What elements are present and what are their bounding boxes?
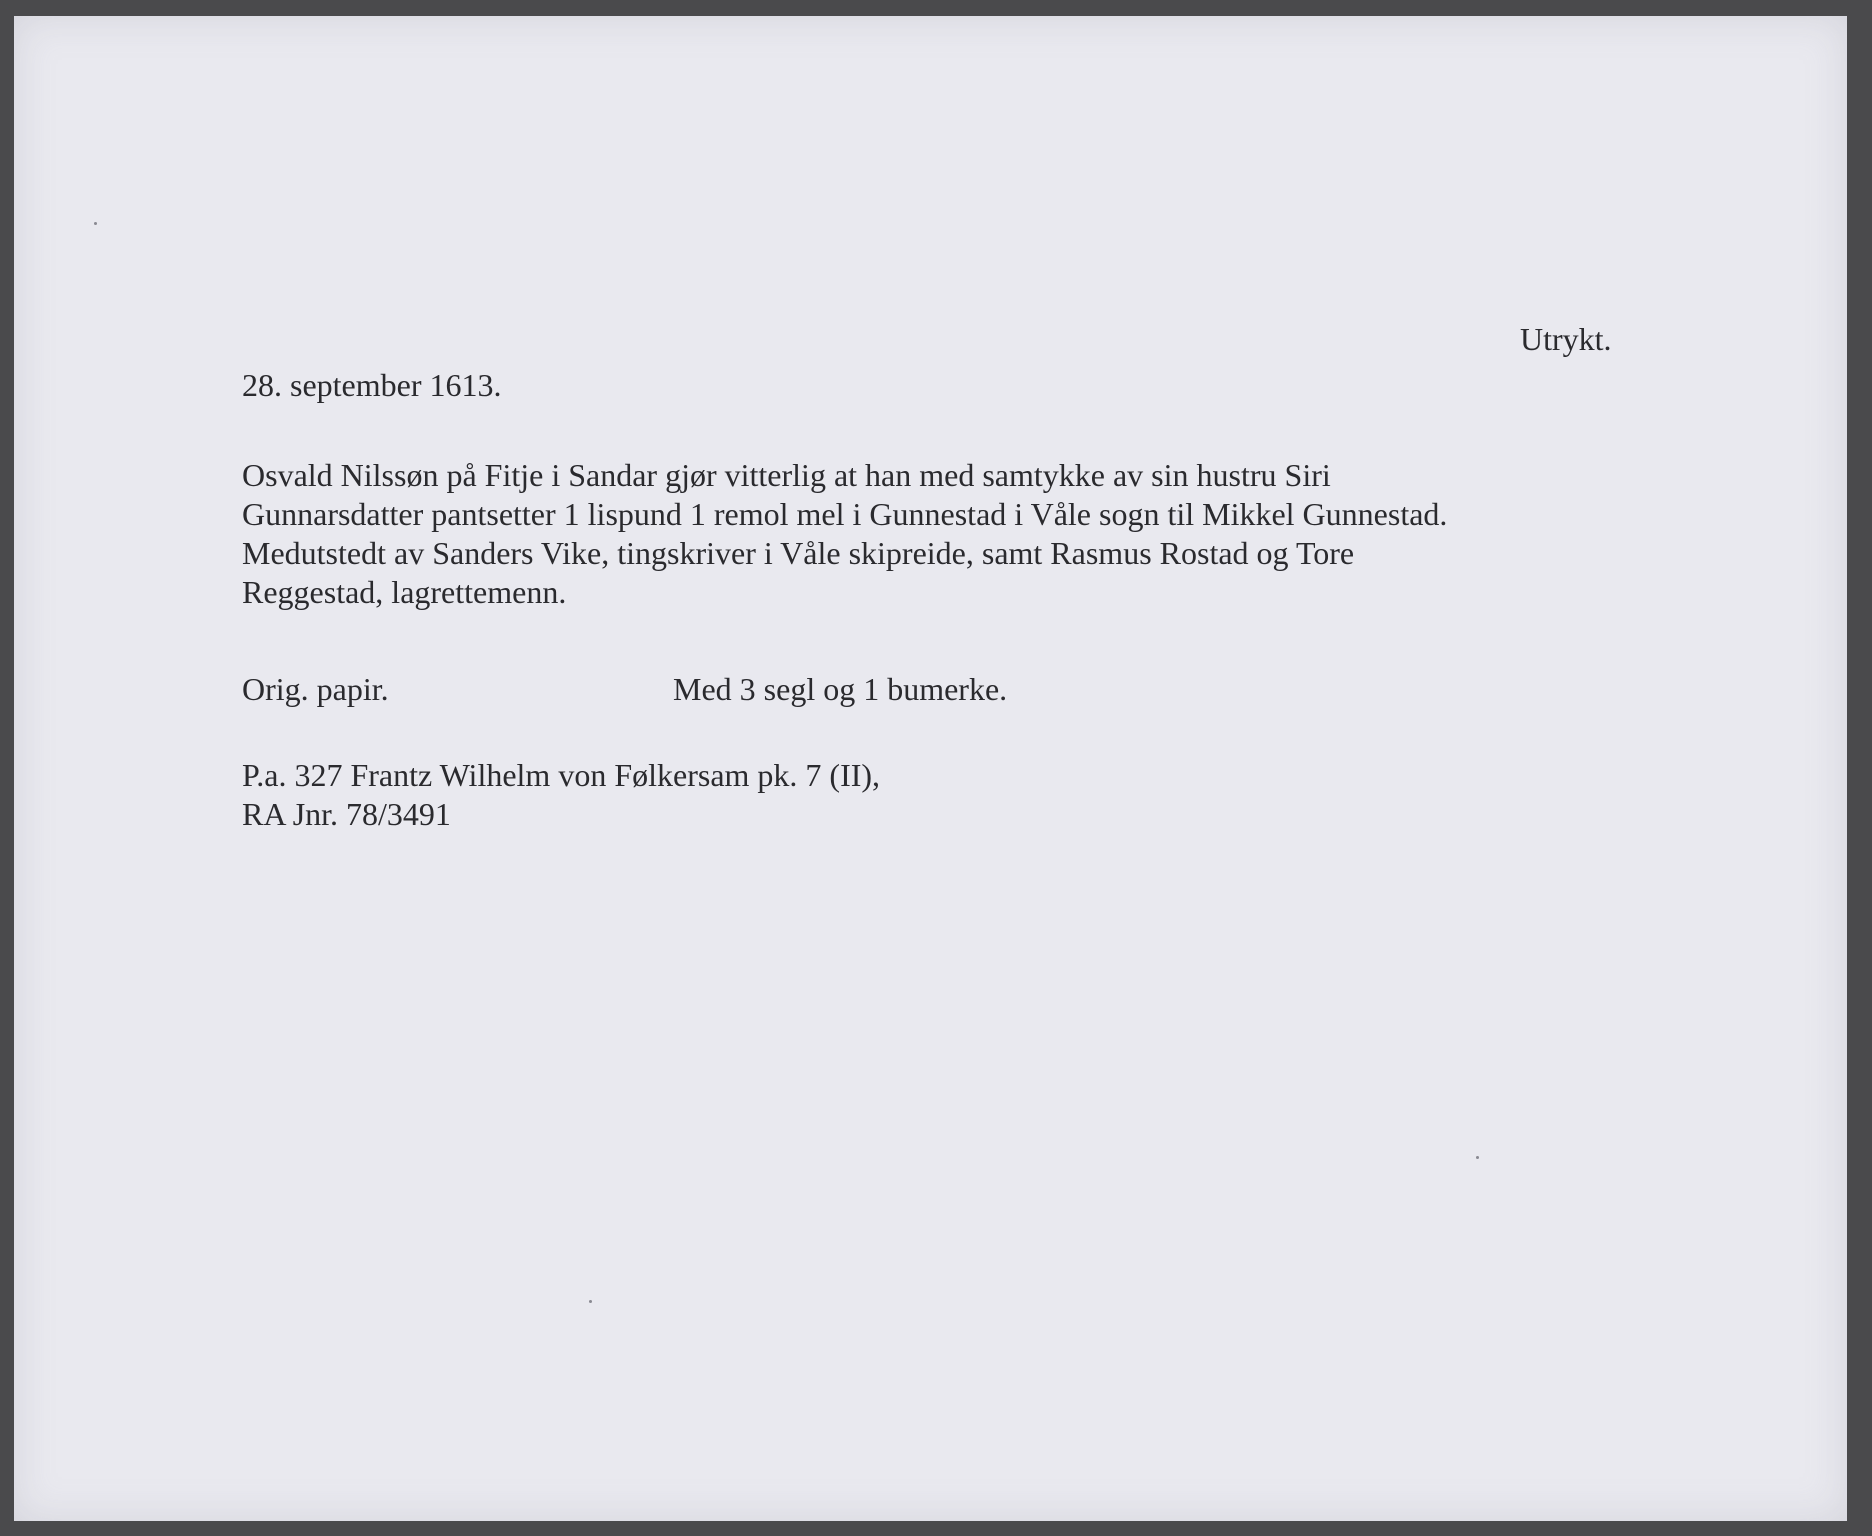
paper-speck bbox=[1476, 1156, 1479, 1159]
paper-speck bbox=[589, 1300, 592, 1303]
original-type: Orig. papir. bbox=[242, 671, 389, 707]
summary-line: Osvald Nilssøn på Fitje i Sandar gjør vitterlig at han med samtykke av sin hustru Siri bbox=[242, 457, 1331, 493]
archive-reference bbox=[242, 756, 880, 834]
document-page bbox=[14, 16, 1847, 1521]
seals-note: Med 3 segl og 1 bumerke. bbox=[673, 671, 1008, 707]
document-date: 28. september 1613. bbox=[242, 367, 502, 403]
summary-line: Gunnarsdatter pantsetter 1 lispund 1 remol mel i Gunnestad i Våle sogn til Mikkel Gunnestad. bbox=[242, 496, 1448, 532]
publication-status: Utrykt. bbox=[1520, 321, 1612, 357]
document-summary bbox=[242, 456, 1447, 612]
reference-line: RA Jnr. 78/3491 bbox=[242, 796, 451, 832]
reference-line: P.a. 327 Frantz Wilhelm von Følkersam pk. 7 (II), bbox=[242, 757, 881, 793]
paper-speck bbox=[94, 222, 97, 225]
summary-line: Reggestad, lagrettemenn. bbox=[242, 574, 567, 610]
summary-line: Medutstedt av Sanders Vike, tingskriver i Våle skipreide, samt Rasmus Rostad og Tore bbox=[242, 535, 1355, 571]
